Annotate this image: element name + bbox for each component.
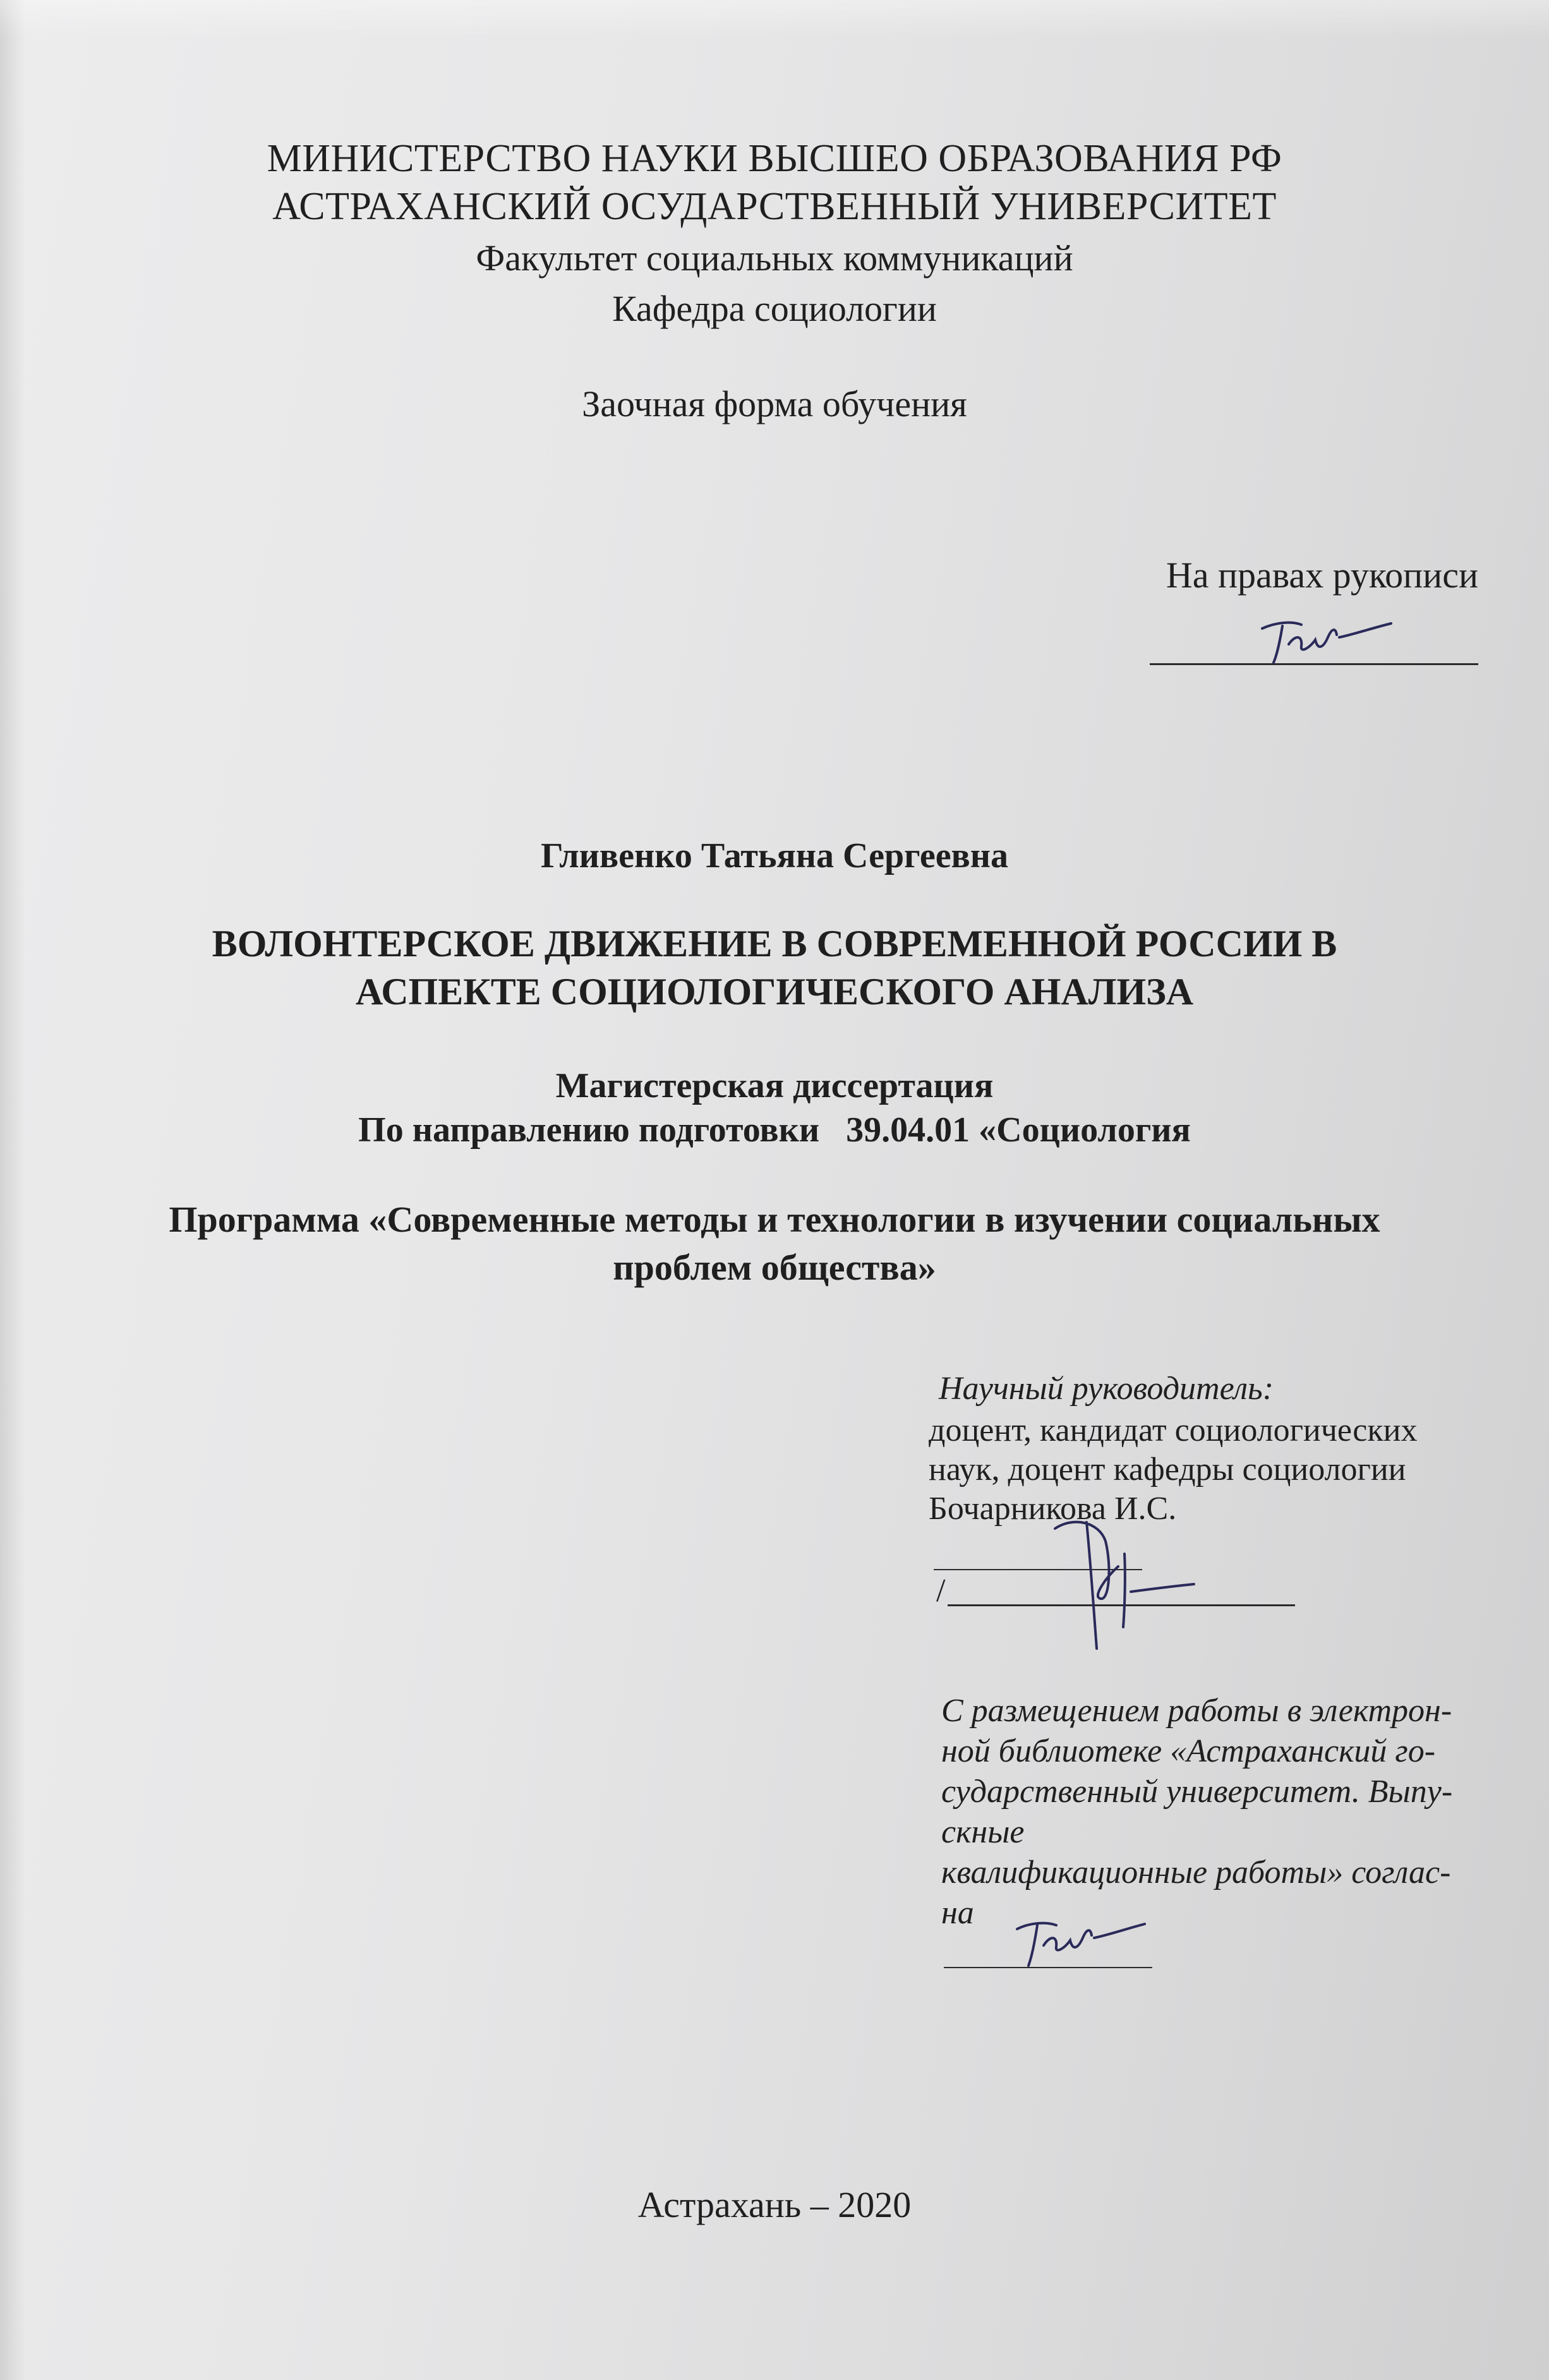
page-edge-shadow [0,0,25,2380]
city-year: Астрахань – 2020 [637,2184,912,2225]
consent-line-2: ной библиотеке «Астраханский го- [941,1733,1436,1769]
consent-line-4: скные [941,1814,1025,1850]
program-line-2: проблем общества» [613,1247,936,1288]
supervisor-name: Бочарникова И.С. [929,1491,1177,1527]
page-top-highlight [0,0,1549,38]
consent-line-6: на [941,1895,974,1931]
university-heading: АСТРАХАНСКИЙ ОСУДАРСТВЕННЫЙ УНИВЕРСИТЕТ [272,185,1277,228]
thesis-title-line-1: ВОЛОНТЕРСКОЕ ДВИЖЕНИЕ В СОВРЕМЕННОЙ РОССИИ В [212,923,1337,965]
consent-line-1: С размещением работы в электрон- [941,1693,1452,1729]
thesis-title-line-2: АСПЕКТЕ СОЦИОЛОГИЧЕСКОГО АНАЛИЗА [355,971,1194,1013]
faculty-heading: Факультет социальных коммуникаций [476,237,1073,279]
program-line-1: Программа «Современные методы и технологии в изучении социальных [169,1199,1380,1240]
supervisor-position-line-2: наук, доцент кафедры социологии [929,1451,1406,1488]
study-form: Заочная форма обучения [582,383,967,424]
ministry-heading: МИНИСТЕРСТВО НАУКИ ВЫСШЕО ОБРАЗОВАНИЯ РФ [267,137,1282,180]
direction-of-study: По направлению подготовки 39.04.01 «Социология [358,1110,1191,1150]
supervisor-slash: / [936,1573,946,1609]
supervisor-signature-mark [1036,1503,1200,1655]
supervisor-label: Научный руководитель: [939,1371,1274,1407]
consent-line-3: сударственный университет. Выпу- [941,1774,1453,1810]
consent-line-5: квалификационные работы» соглас- [941,1854,1451,1890]
author-name: Гливенко Татьяна Сергеевна [540,836,1009,875]
supervisor-position-line-1: доцент, кандидат социологических [929,1412,1418,1448]
department-heading: Кафедра социологии [612,288,937,329]
manuscript-rights-label: На правах рукописи [1166,555,1478,596]
work-type: Магистерская диссертация [555,1066,994,1105]
author-signature-mark [1257,610,1396,666]
consent-signature-mark [1011,1908,1150,1971]
